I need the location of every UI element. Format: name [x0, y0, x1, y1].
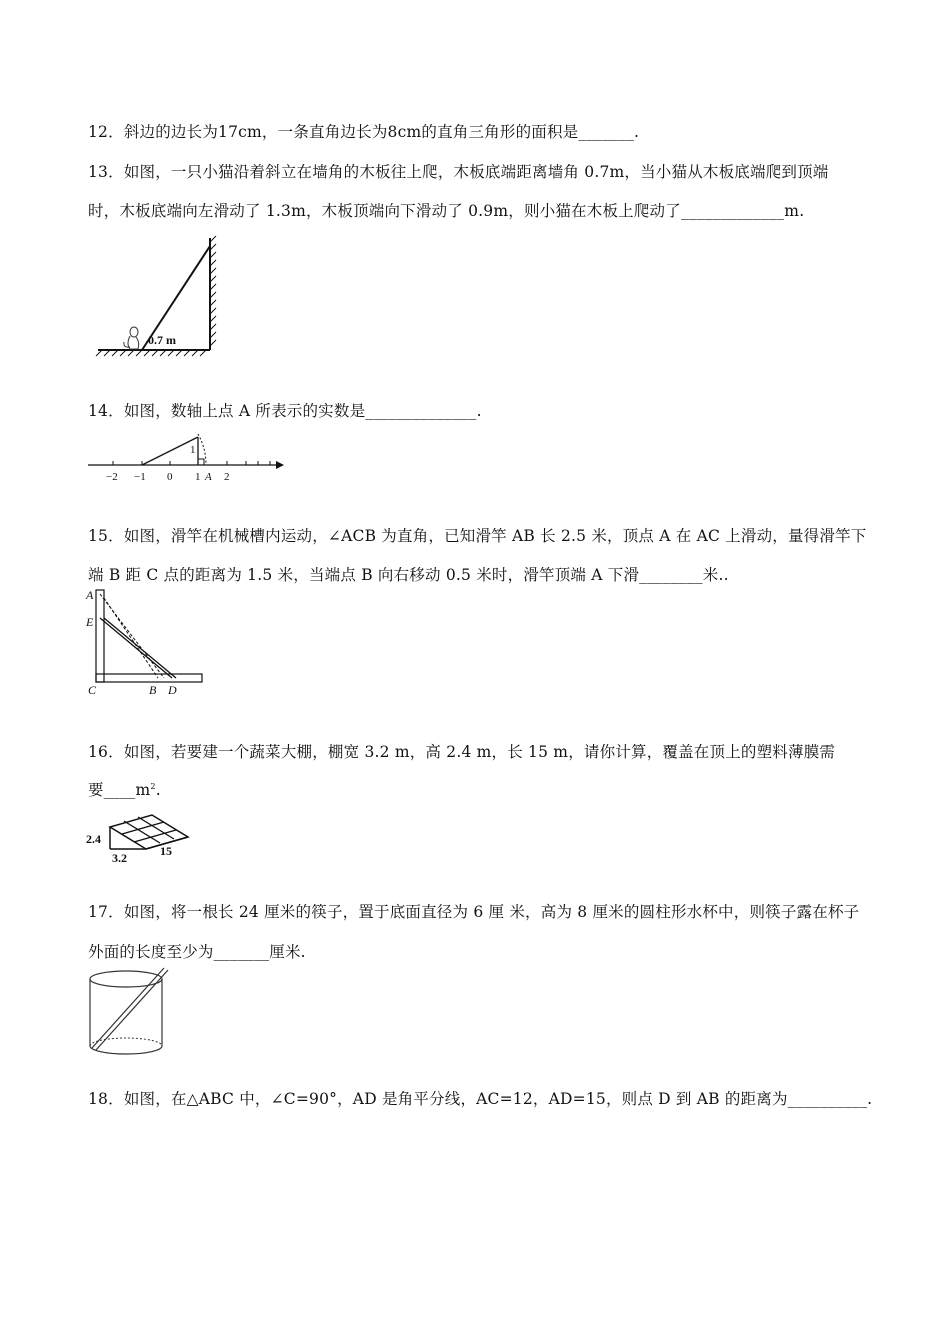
question-13-line-1: 13．如图，一只小猫沿着斜立在墙角的木板往上爬，木板底端距离墙角 0.7m，当小猫从木板底端爬到顶端 [88, 163, 829, 181]
rod-solid-1 [100, 618, 172, 678]
sliding-rod-figure [84, 588, 209, 698]
number-line-figure [86, 420, 286, 485]
label-c: C [88, 683, 97, 697]
greenhouse-roof [110, 815, 188, 849]
horizontal-slot [96, 674, 202, 682]
label-e: E [86, 615, 94, 629]
cup-bottom-front [90, 1046, 162, 1054]
question-16-line-2 [88, 778, 161, 800]
question-16-line-1: 16．如图，若要建一个蔬菜大棚，棚宽 3.2 m，高 2.4 m，长 15 m，请你计算，覆盖在顶上的塑料薄膜需 [88, 743, 836, 761]
question-12-text: 12．斜边的边长为17cm，一条直角边长为8cm的直角三角形的面积是_______. [88, 123, 640, 141]
question-17-line-2: 外面的长度至少为_______厘米. [88, 943, 306, 961]
height-label: 1 [190, 444, 196, 456]
height-label: 2.4 [86, 832, 101, 846]
tick-label-0: 0 [167, 471, 173, 483]
label-d: D [168, 683, 177, 697]
rod-position-2-dashed [104, 598, 158, 678]
tick-label-1: 1 [195, 471, 201, 483]
question-13-line-2: 时，木板底端向左滑动了 1.3m，木板顶端向下滑动了 0.9m，则小猫在木板上爬动了_____________m. [88, 202, 805, 220]
question-18-text: 18．如图，在△ABC 中，∠C=90°，AD 是角平分线，AC=12，AD=15，则点 D 到 AB 的距离为__________. [88, 1090, 873, 1108]
point-a-label: A [205, 471, 212, 483]
question-17-line-1: 17．如图，将一根长 24 厘米的筷子，置于底面直径为 6 厘 米，高为 8 厘米的圆柱形水杯中，则筷子露在杯子 [88, 903, 860, 921]
axis-arrow [276, 461, 284, 469]
tick-label-neg1: −1 [134, 471, 146, 483]
cup-top-rim [90, 971, 162, 987]
right-angle-mark [198, 459, 204, 465]
rod-solid-2 [104, 618, 176, 678]
superscript-2: 2 [150, 781, 156, 791]
width-label: 3.2 [112, 851, 127, 865]
cup-with-chopstick-figure [84, 966, 174, 1061]
tick-label-neg2: −2 [106, 471, 118, 483]
distance-label: 0.7 m [148, 333, 176, 347]
tick-label-2: 2 [224, 471, 230, 483]
label-a: A [86, 588, 94, 602]
question-16-period: . [155, 781, 161, 799]
arc-dashed [198, 434, 206, 465]
question-14-text: 14．如图，数轴上点 A 所表示的实数是______________. [88, 402, 482, 420]
question-16-line-2-text: 要____m [88, 781, 151, 799]
greenhouse-figure [86, 805, 201, 865]
question-15-line-2: 端 B 距 C 点的距离为 1.5 米，当端点 B 向右移动 0.5 米时，滑竿顶端 A 下滑________米.. [88, 566, 729, 584]
chopstick-edge-1 [92, 968, 164, 1048]
label-b: B [149, 683, 157, 697]
length-label: 15 [160, 844, 172, 858]
question-15-line-1: 15．如图，滑竿在机械槽内运动，∠ACB 为直角，已知滑竿 AB 长 2.5 米，顶点 A 在 AC 上滑动，量得滑竿下 [88, 527, 867, 545]
vertical-slot [96, 590, 104, 682]
ladder-against-wall-figure [90, 232, 230, 357]
cat-icon [124, 327, 139, 349]
